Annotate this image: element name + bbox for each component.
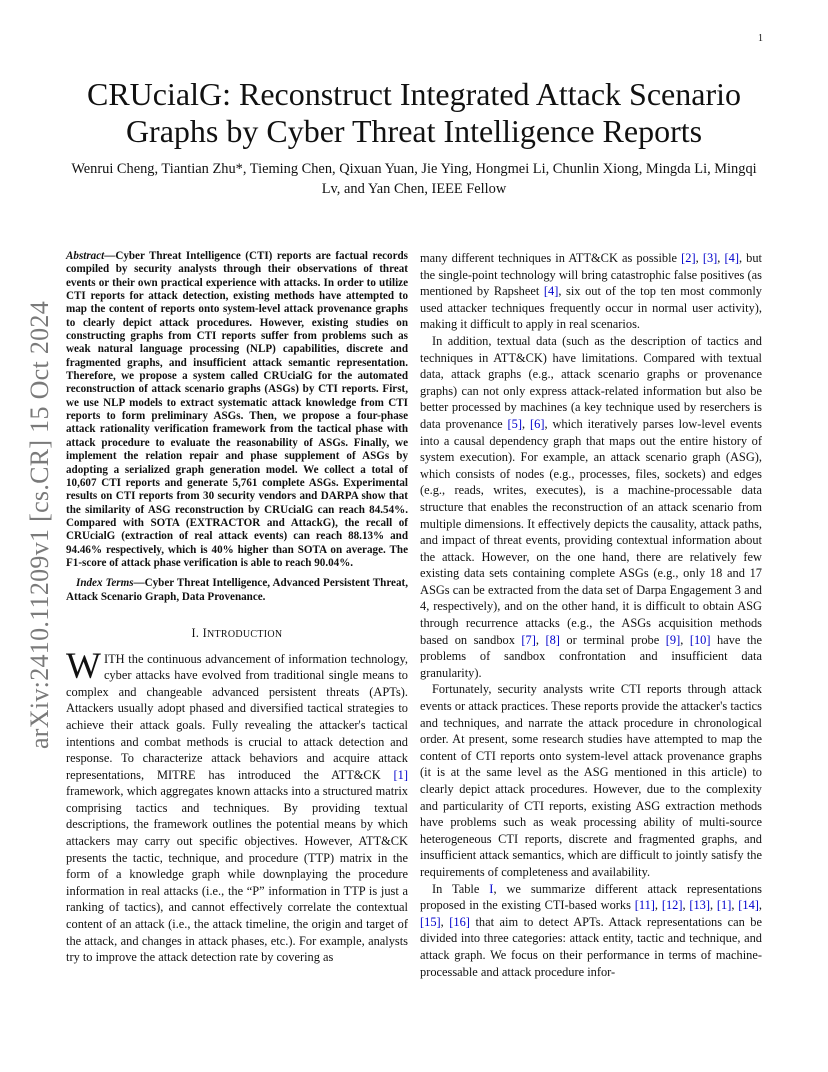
citation-link[interactable]: [5]: [507, 416, 522, 431]
drop-cap: W: [66, 645, 101, 687]
arxiv-side-stamp: [24, 290, 56, 760]
citation-link[interactable]: [2]: [681, 251, 696, 265]
citation-link[interactable]: [3]: [702, 251, 718, 265]
index-terms: [66, 577, 408, 604]
citation-link[interactable]: [12]: [661, 898, 683, 913]
citation-link[interactable]: [10]: [689, 632, 711, 647]
intro-paragraph-3: Fortunately, security analysts write CTI reports through attack events or attack practices. These reports provide the attacker's tactics and techniques, and narrate the attack procedure in chronological order. At present, some research studies have attempted to map the content of CTI reports onto system-level attack provenance graphs (it is at the same level as the ASG mentioned in this article) to clearly depict attack procedures. However, due to the complexity and particularity of CTI reports, existing ASG extraction methods have problems such as weak processing ability of multi-source heterogeneous CTI reports, discrete and fragmented graphs, and insufficient attack semantics, which are difficult to jointly satisfy the requirements of completeness and availability.: [420, 682, 762, 879]
abstract-label: Abstract: [66, 250, 105, 262]
citation-link[interactable]: [16]: [449, 914, 470, 929]
citation-link[interactable]: [9]: [665, 632, 681, 647]
abstract-text: —Cyber Threat Intelligence (CTI) reports are factual records compiled by security analysts through their observations of threat events or their own practical experience with attacks. In order to utilize CTI reports for attack detection, existing methods have attempted to map the content of reports onto system-level attack provenance graphs to clearly depict attack procedures. However, existing studies on constructing graphs from CTI reports suffer from problems such as weak natural language processing (NLP) capabilities, discrete and fragmented graphs, and insufficient attack semantic representation. Therefore, we propose a system called CRUcialG for the automated reconstruction of attack scenario graphs (ASGs) by CTI reports. First, we use NLP models to extract systematic attack knowledge from CTI reports to form preliminary ASGs. Then, we propose a four-phase attack rationality verification framework from the tactical phase with attack procedure to evaluate the reasonability of ASGs. Finally, we implement the relation repair and phase supplement of ASGs by adopting a serialized graph generation model. We collect a total of 10,607 CTI reports and generate 5,761 complete ASGs. Experimental results on CTI reports from 30 security vendors and DARPA show that the similarity of ASG reconstruction by CRUcialG can reach 84.54%. Compared with SOTA (EXTRACTOR and AttackG), the recall of CRUcialG (extraction of real attack events) can reach 88.13% and 94.46% respectively, which is 40% higher than SOTA on average. The F1-score of attack phase verification is able to reach 90.04%.: [66, 250, 408, 569]
abstract: [66, 250, 408, 570]
left-column: [66, 250, 408, 966]
citation-link[interactable]: [4]: [724, 251, 739, 265]
citation-link[interactable]: [15]: [420, 914, 441, 929]
citation-link[interactable]: [1]: [716, 898, 732, 913]
citation-link[interactable]: [14]: [738, 898, 759, 913]
intro-paragraph-2: In addition, textual data (such as the description of tactics and techniques in ATT&CK) have limitations. Compared with textual data, attack graphs (e.g., attack scenario graphs or provenance graphs) can not only express attack-related information but also be better processed by machines (a key technique used by reserchers is data provenance [5], [6], which iteratively parses low-level events into a causal dependency graph that maps out the entire history of system execution). For example, an attack scenario graph (ASG), which consists of nodes (e.g., processes, files, sockets) and edges (e.g., reads, writes, executes), is a machine-processable data structure that enables the reconstruction of an attack scenario from multiple dimensions. It effectively depicts the causality, attack paths, and impact of threat events, providing contextual information about the attack. However, on the one hand, there are relatively few existing data sets containing complete ASGs (e.g., only 18 and 17 ASGs can be extracted from the data set of Darpa Engagement 3 and 4, respectively), and on the other hand, it is difficult to obtain ASG through recurrence attacks (e.g., the ASGs acquisition methods based on sandbox [7], [8] or terminal probe [9], [10] have the problems of sandbox confrontation and insufficient data granularity).: [420, 333, 762, 680]
citation-link[interactable]: [13]: [689, 898, 711, 913]
paper-title: CRUcialG: Reconstruct Integrated Attack Scenario Graphs by Cyber Threat Intelligence Reports: [86, 76, 741, 149]
citation-link[interactable]: [7]: [521, 632, 536, 647]
table-reference-link[interactable]: I: [489, 881, 494, 896]
arxiv-identifier: arXiv:2410.11209v1 [cs.CR] 15 Oct 2024: [25, 300, 54, 750]
intro-paragraph-4: In Table I, we summarize different attack representations proposed in the existing CTI-based works [11], [12], [13], [1], [14], [15], [16] that aim to detect APTs. Attack representations can be divided into three categories: attack entity, tactic and technique, and attack graph. We focus on their performance in terms of machine-processable and attack procedure infor-: [420, 881, 763, 979]
page-number: 1: [758, 33, 763, 44]
section-heading-introduction: I. INTRODUCTION: [191, 625, 283, 640]
right-column: [420, 250, 762, 980]
intro-paragraph-1-cont: many different techniques in ATT&CK as possible [2], [3], [4], but the single-point technology will bring catastrophic false positives (as mentioned by Rapsheet [4], six out of the top ten most commonly used attacker techniques frequently occur in normal user activity), making it difficult to apply in real scenarios.: [420, 251, 762, 332]
author-list: Wenrui Cheng, Tiantian Zhu*, Tieming Chen, Qixuan Yuan, Jie Ying, Hongmei Li, Chunlin Xiong, Mingda Li, Mingqi Lv, and Yan Chen, IEEE Fellow: [71, 161, 757, 197]
index-terms-label: Index Terms: [76, 577, 134, 590]
intro-paragraph-1: WITH the continuous advancement of information technology, cyber attacks have evolved from traditional single means to complex and changeable advanced persistent threats (APTs). Attackers usually adopt phased and diversified tactical strategies to achieve their attack goals. Fully revealing the attacker's tactical intentions and combat methods is crucial to attack detection and response. To characterize attack behaviors and acquire attack representations, MITRE has introduced the ATT&CK [1] framework, which aggregates known attacks into a structured matrix comprising tactics and techniques. By providing textual descriptions, the framework outlines the potential means by which attackers may carry out specific objectives. However, ATT&CK presents the tactic, technique, and procedure (TTP) matrix in the form of a knowledge graph while downplaying the procedure information in real attacks (i.e., the “P” information in TTP is just a ranking of tactics), and cannot effectively correlate the contextual content of an attack (i.e., the attack timeline, the origin and target of the attack, and changes in attack phases, etc.). For example, analysts try to improve the attack detection rate by covering as: [66, 645, 408, 965]
citation-link[interactable]: [6]: [530, 416, 545, 431]
index-terms-text: —Cyber Threat Intelligence, Advanced Persistent Threat, Attack Scenario Graph, Data Provenance.: [66, 577, 408, 603]
citation-link[interactable]: [4]: [543, 284, 559, 299]
citation-link[interactable]: [8]: [545, 632, 560, 647]
citation-link[interactable]: [11]: [634, 898, 655, 913]
citation-link[interactable]: [1]: [393, 767, 408, 782]
